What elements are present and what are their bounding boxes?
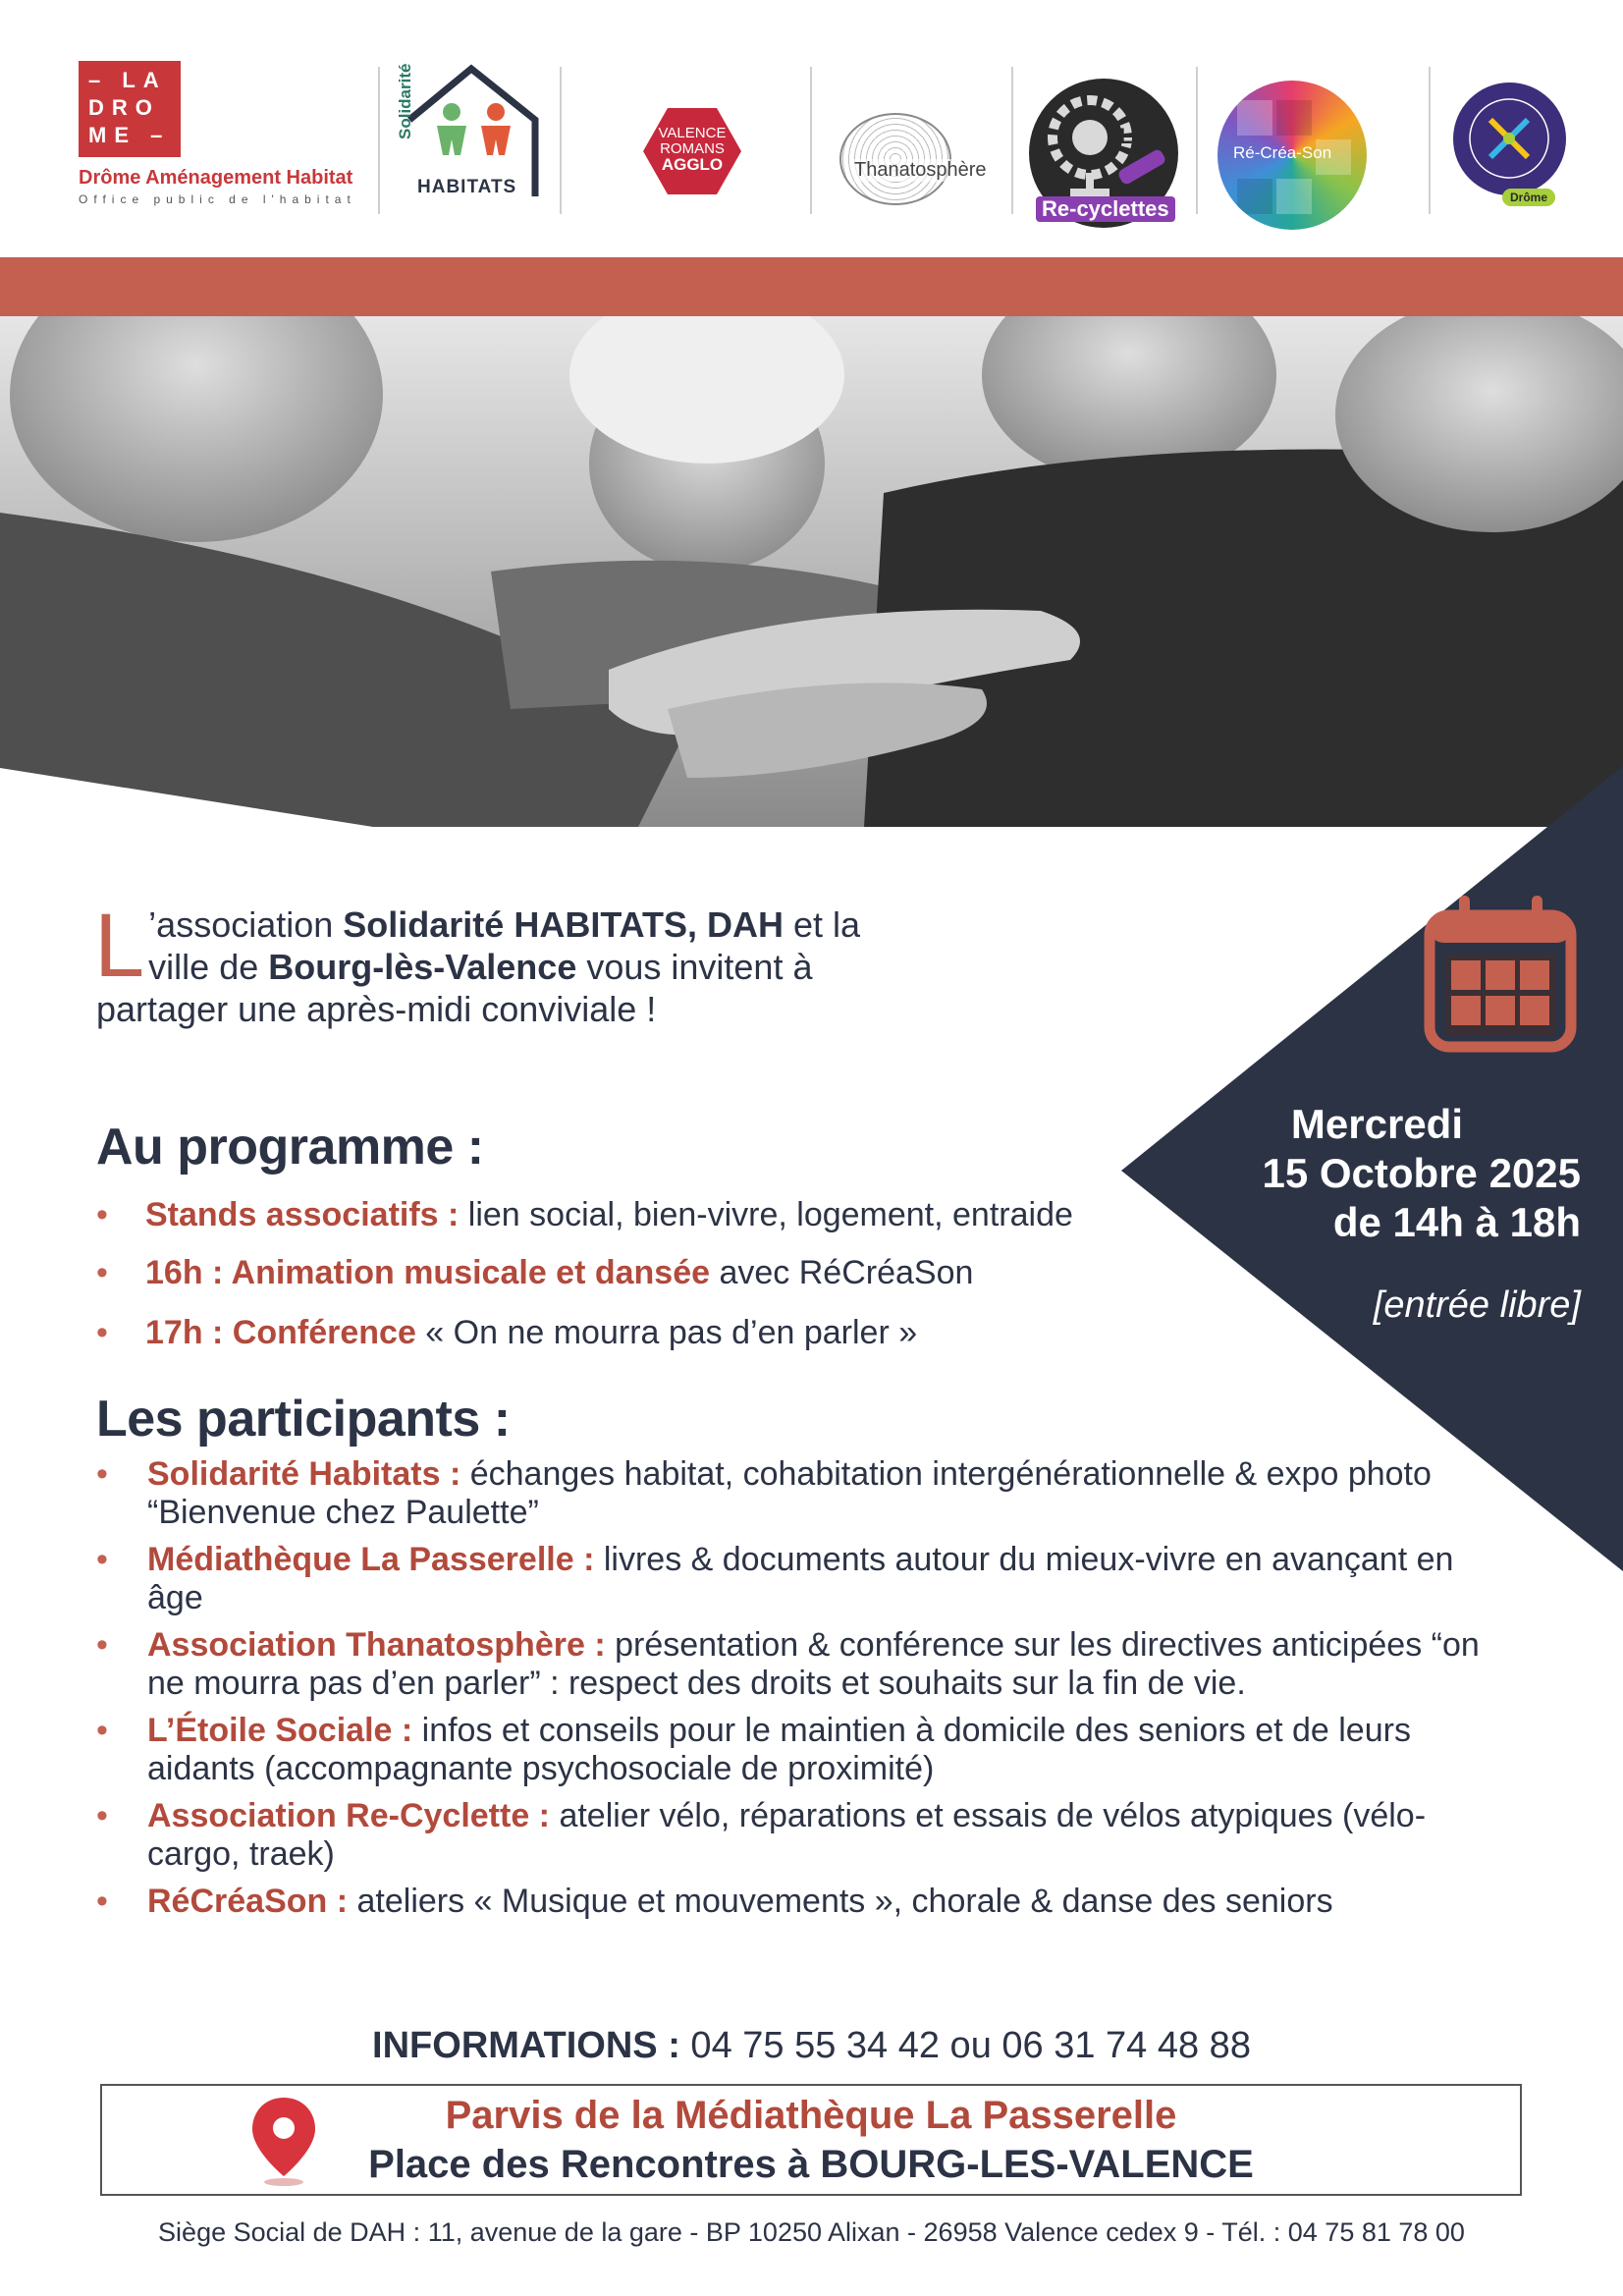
list-item-text: infos et conseils pour le maintien à domicile des seniors et de leurs aidants (accompagnante psychosociale de proximité) xyxy=(147,1712,1411,1787)
list-item-head: Association Re-Cyclette : xyxy=(147,1797,550,1834)
agglo-line: VALENCE xyxy=(658,125,727,141)
list-item-text: livres & documents autour du mieux-vivre en avançant en âge xyxy=(147,1541,1454,1616)
address-line-2: Place des Rencontres à BOURG-LES-VALENCE xyxy=(368,2143,1254,2186)
list-item-head: Association Thanatosphère : xyxy=(147,1626,606,1664)
event-time: de 14h à 18h xyxy=(1332,1199,1581,1245)
list-item xyxy=(96,1254,1073,1292)
agglo-line: ROMANS xyxy=(660,140,725,157)
calendar-icon xyxy=(1424,894,1577,1053)
informations-label: INFORMATIONS : xyxy=(372,2025,680,2066)
list-item-text: présentation & conférence sur les directives anticipées “on ne mourra pas d’en parler” : respect des droits et souhaits sur la fin de vie. xyxy=(147,1626,1480,1702)
informations-phones: 04 75 55 34 42 ou 06 31 74 48 88 xyxy=(679,2025,1251,2066)
list-item-text: avec RéCréaSon xyxy=(710,1254,974,1291)
list-item-head: 17h : Conférence xyxy=(145,1314,416,1351)
list-item xyxy=(96,1314,1073,1352)
list-item-head: Médiathèque La Passerelle : xyxy=(147,1541,595,1578)
intro-text: et la ville de xyxy=(148,904,861,987)
list-item-text: « On ne mourra pas d’en parler » xyxy=(415,1314,918,1351)
list-item-head: L’Étoile Sociale : xyxy=(147,1712,413,1749)
informations-line xyxy=(0,2025,1623,2067)
event-date-block xyxy=(1178,1100,1581,1247)
dah-logo-line: DRO xyxy=(88,95,160,120)
habitats-text: HABITATS xyxy=(417,177,517,197)
participants-title: Les participants : xyxy=(96,1391,511,1448)
list-item xyxy=(96,1196,1073,1234)
intro-paragraph xyxy=(94,896,921,1030)
programme-title: Au programme : xyxy=(96,1119,484,1175)
list-item-text: échanges habitat, cohabitation intergénérationnelle & expo photo “Bienvenue chez Paulette” xyxy=(147,1455,1432,1531)
solidarite-vertical-text: Solidarité xyxy=(396,63,414,139)
list-item-text: ateliers « Musique et mouvements », chorale & danse des seniors xyxy=(348,1883,1333,1920)
thanatosphere-logo-text: Thanatosphère xyxy=(854,159,987,181)
agglo-line: AGGLO xyxy=(661,155,724,174)
address-line-1: Parvis de la Médiathèque La Passerelle xyxy=(445,2094,1177,2137)
intro-text: ’association xyxy=(148,904,344,945)
dah-logo-name: Drôme Aménagement Habitat xyxy=(79,167,353,189)
dah-logo-line: ME – xyxy=(88,123,171,147)
recyclettes-name-text: Re-cyclettes xyxy=(1036,196,1175,222)
list-item-text: atelier vélo, réparations et essais de vélos atypiques (vélo-cargo, traek) xyxy=(147,1797,1427,1873)
event-day: Mercredi xyxy=(1290,1101,1463,1147)
participants-list xyxy=(96,1455,1500,1930)
footer-address: Siège Social de DAH : 11, avenue de la gare - BP 10250 Alixan - 26958 Valence cedex 9 - Tél. : 04 75 81 78 00 xyxy=(158,2217,1465,2247)
recreason-logo-text: Ré-Créa-Son xyxy=(1233,143,1332,162)
intro-text: vous invitent à partager une après-midi conviviale ! xyxy=(96,947,813,1029)
list-item-text: lien social, bien-vivre, logement, entraide xyxy=(459,1196,1073,1233)
dah-logo-subtitle: Office public de l'habitat xyxy=(79,192,356,206)
list-item-head: Solidarité Habitats : xyxy=(147,1455,461,1493)
list-item xyxy=(96,1626,1500,1703)
intro-dropcap: L xyxy=(94,896,145,996)
list-item xyxy=(96,1455,1500,1532)
list-item-head: RéCréaSon : xyxy=(147,1883,349,1920)
list-item-head: Stands associatifs : xyxy=(145,1196,460,1233)
list-item-head: 16h : Animation musicale et dansée xyxy=(145,1254,711,1291)
dah-logo-line: – LA xyxy=(88,68,167,92)
intro-bold: Bourg-lès-Valence xyxy=(268,947,577,987)
list-item xyxy=(96,1797,1500,1874)
programme-list xyxy=(96,1196,1073,1352)
recyclettes-les-text: Les xyxy=(1119,124,1157,148)
list-item xyxy=(96,1712,1500,1788)
address-box xyxy=(100,2084,1522,2196)
list-item xyxy=(96,1883,1500,1921)
cfppa-drome-badge: Drôme xyxy=(1502,189,1555,206)
list-item xyxy=(96,1541,1500,1617)
event-entry: [entrée libre] xyxy=(1373,1285,1581,1326)
event-date: 15 Octobre 2025 xyxy=(1262,1150,1581,1196)
intro-bold: Solidarité HABITATS, DAH xyxy=(343,904,784,945)
